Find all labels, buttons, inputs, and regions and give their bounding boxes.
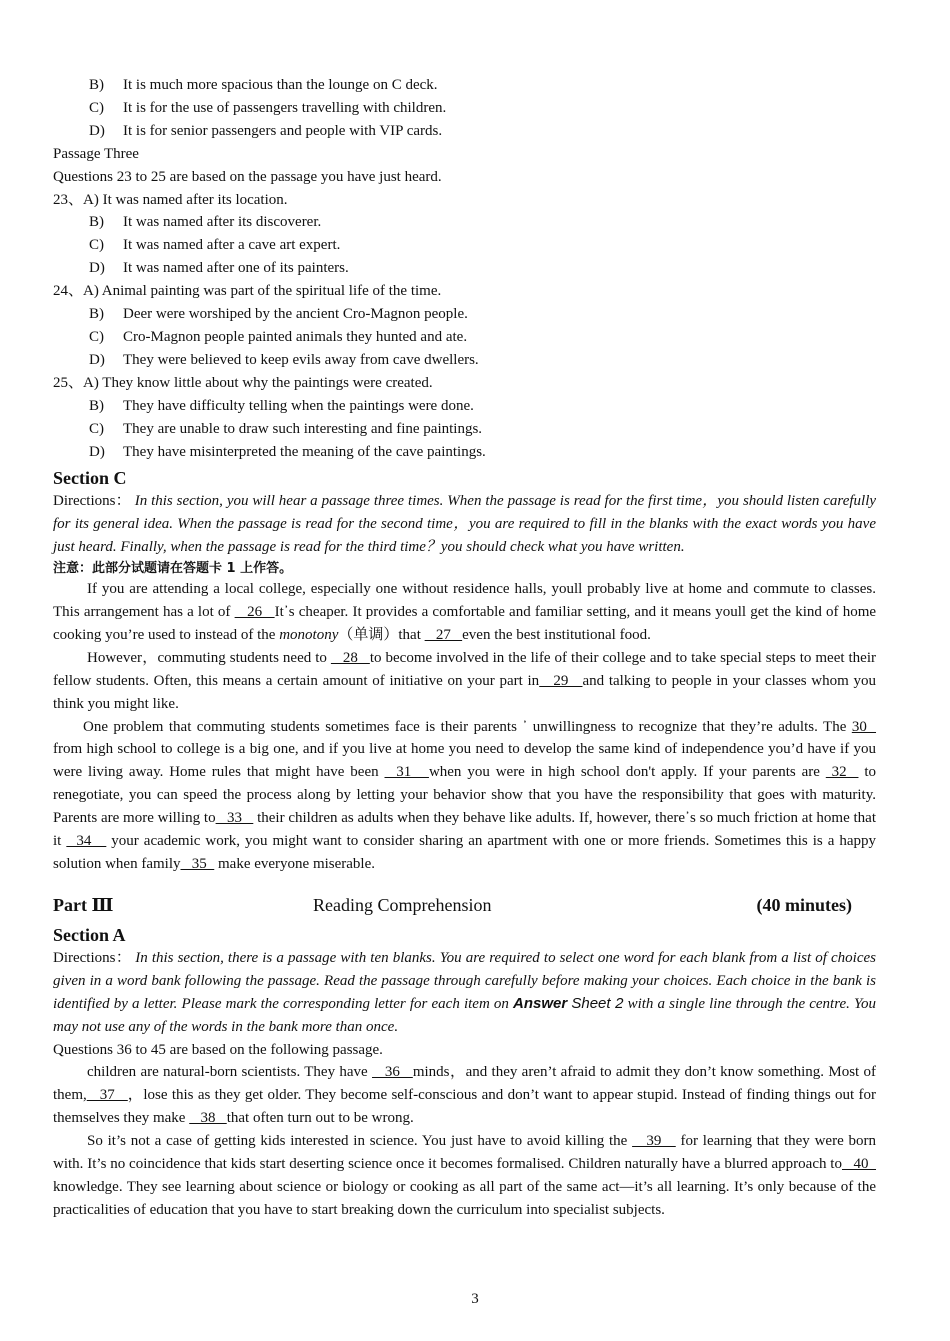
option-23-b: B) It was named after its discoverer. bbox=[89, 214, 322, 231]
dictation-paragraph-3: One problem that commuting students sometimes face is their parents ᾿ unwillingness to recognize that they’re adults. The 30 from high school to college is a big one, and if you live at home you need to develop the same kind of independence you’d have if you were living away. Home rules that might have been 31 when you were in high school don't apply. If your parents are 32 to renegotiate, you can speed the process along by letting your behavior show that you have the responsibility that goes with maturity. Parents are more willing to 33 their children as adults when they behave like adults. If, however, there᾿s so much friction at home that it 34 your academic work, you might want to consider sharing an apartment with one or more friends. Sometimes this is a happy solution when family 35 make everyone miserable. bbox=[53, 718, 877, 872]
blank-30: 30 bbox=[851, 718, 877, 735]
blank-31: 31 bbox=[384, 764, 429, 781]
reading-paragraph-2: So it’s not a case of getting kids interested in science. You just have to avoid killing the 39 for learning that they were born with. It’s no coincidence that kids start deserting science once it becomes formalised. Children naturally have a blurred approach to 40 knowledge. They see learning about science or biology or cooking as all part of the same act—it’s all learning. It’s only because of the practicalities of education that you have to start breaking down the curriculum into specialist subjects. bbox=[53, 1133, 877, 1218]
option-22-b: B) It is much more spacious than the lounge on C deck. bbox=[89, 77, 438, 93]
option-23-c: C) It was named after a cave art expert. bbox=[89, 237, 341, 254]
blank-34: 34 bbox=[66, 833, 107, 850]
part-title: Reading Comprehension bbox=[313, 894, 492, 915]
blank-36: 36 bbox=[372, 1064, 413, 1081]
section-c-heading: Section C bbox=[53, 468, 127, 489]
option-24-d: D) They were believed to keep evils away from cave dwellers. bbox=[89, 351, 479, 368]
section-a-heading: Section A bbox=[53, 924, 126, 945]
blank-35: 35 bbox=[180, 856, 215, 872]
option-24-c: C) Cro-Magnon people painted animals they hunted and ate. bbox=[89, 328, 468, 345]
blank-26: 26 bbox=[234, 604, 275, 621]
section-c-directions: Directions： In this section, you will hear a passage three times. When the passage is read for the first time，you should listen carefully for its general idea. When the passage is read for the second time，you are required to fill in the blanks with the exact words you have just heard. Finally, when the passage is read for the third time？you should check what you have written. bbox=[53, 493, 877, 556]
page-content bbox=[53, 74, 876, 1222]
blank-32: 32 bbox=[825, 764, 859, 781]
question-24: 24、A) Animal painting was part of the spiritual life of the time. bbox=[53, 283, 442, 300]
part-label: Part Ⅲ bbox=[53, 894, 114, 915]
passage-three-instruction: Questions 23 to 25 are based on the passage you have just heard. bbox=[53, 168, 442, 185]
dictation-paragraph-1: If you are attending a local college, especially one without residence halls, youll probably live at home and commute to classes. This arrangement has a lot of 26 It᾿s cheaper. It provides a comfortable and familiar setting, and it means youll get the kind of home cooking you’re used to instead of the monotony（单调）that 27 even the best institutional food. bbox=[53, 581, 877, 643]
part-time: (40 minutes) bbox=[756, 894, 852, 915]
blank-27: 27 bbox=[424, 626, 463, 643]
blank-38: 38 bbox=[189, 1110, 227, 1127]
option-22-d: D) It is for senior passengers and people with VIP cards. bbox=[89, 122, 443, 139]
blank-37: 37 bbox=[86, 1087, 128, 1104]
dictation-paragraph-2: However，commuting students need to 28 to become involved in the life of their college and to take special steps to meet their fellow students. Often, this means a certain amount of initiative on your part in 29 and talking to people in your classes whom you think you might like. bbox=[53, 649, 876, 712]
option-25-c: C) They are unable to draw such interesting and fine paintings. bbox=[89, 420, 483, 437]
blank-39: 39 bbox=[632, 1133, 676, 1150]
option-24-b: B) Deer were worshiped by the ancient Cro-Magnon people. bbox=[89, 306, 468, 323]
blank-29: 29 bbox=[539, 672, 583, 689]
option-22-c: C) It is for the use of passengers travelling with children. bbox=[89, 99, 447, 116]
reading-paragraph-1: children are natural-born scientists. They have 36 minds，and they aren’t afraid to admit they don’t know something. Most of them, 37 ，lose this as they get older. They become self-conscious and don’t want to appear stupid. Instead of finding things out for themselves they make 38 that often turn out to be wrong. bbox=[53, 1064, 876, 1127]
question-25: 25、A) They know little about why the paintings were created. bbox=[53, 374, 433, 391]
part-three-header bbox=[53, 894, 876, 920]
blank-33: 33 bbox=[215, 810, 254, 827]
option-25-b: B) They have difficulty telling when the paintings were done. bbox=[89, 397, 474, 414]
blank-28: 28 bbox=[330, 649, 370, 666]
answer-sheet-note: 注意：此部分试题请在答题卡 1 上作答。 bbox=[53, 561, 293, 577]
passage-three-title: Passage Three bbox=[53, 145, 139, 162]
page-number: 3 bbox=[471, 1291, 479, 1307]
question-23: 23、A) It was named after its location. bbox=[53, 191, 288, 208]
option-23-d: D) It was named after one of its painters. bbox=[89, 260, 349, 277]
option-25-d: D) They have misinterpreted the meaning of the cave paintings. bbox=[89, 443, 486, 460]
section-a-instruction: Questions 36 to 45 are based on the following passage. bbox=[53, 1041, 383, 1058]
section-a-directions: Directions： In this section, there is a passage with ten blanks. You are required to select one word for each blank from a list of choices given in a word bank following the passage. Read the passage through carefully before making your choices. Each choice in the bank is identified by a letter. Please mark the corresponding letter for each item on Answer Sheet 2 with a single line through the centre. You may not use any of the words in the bank more than once. bbox=[53, 949, 877, 1035]
blank-40: 40 bbox=[841, 1156, 877, 1173]
